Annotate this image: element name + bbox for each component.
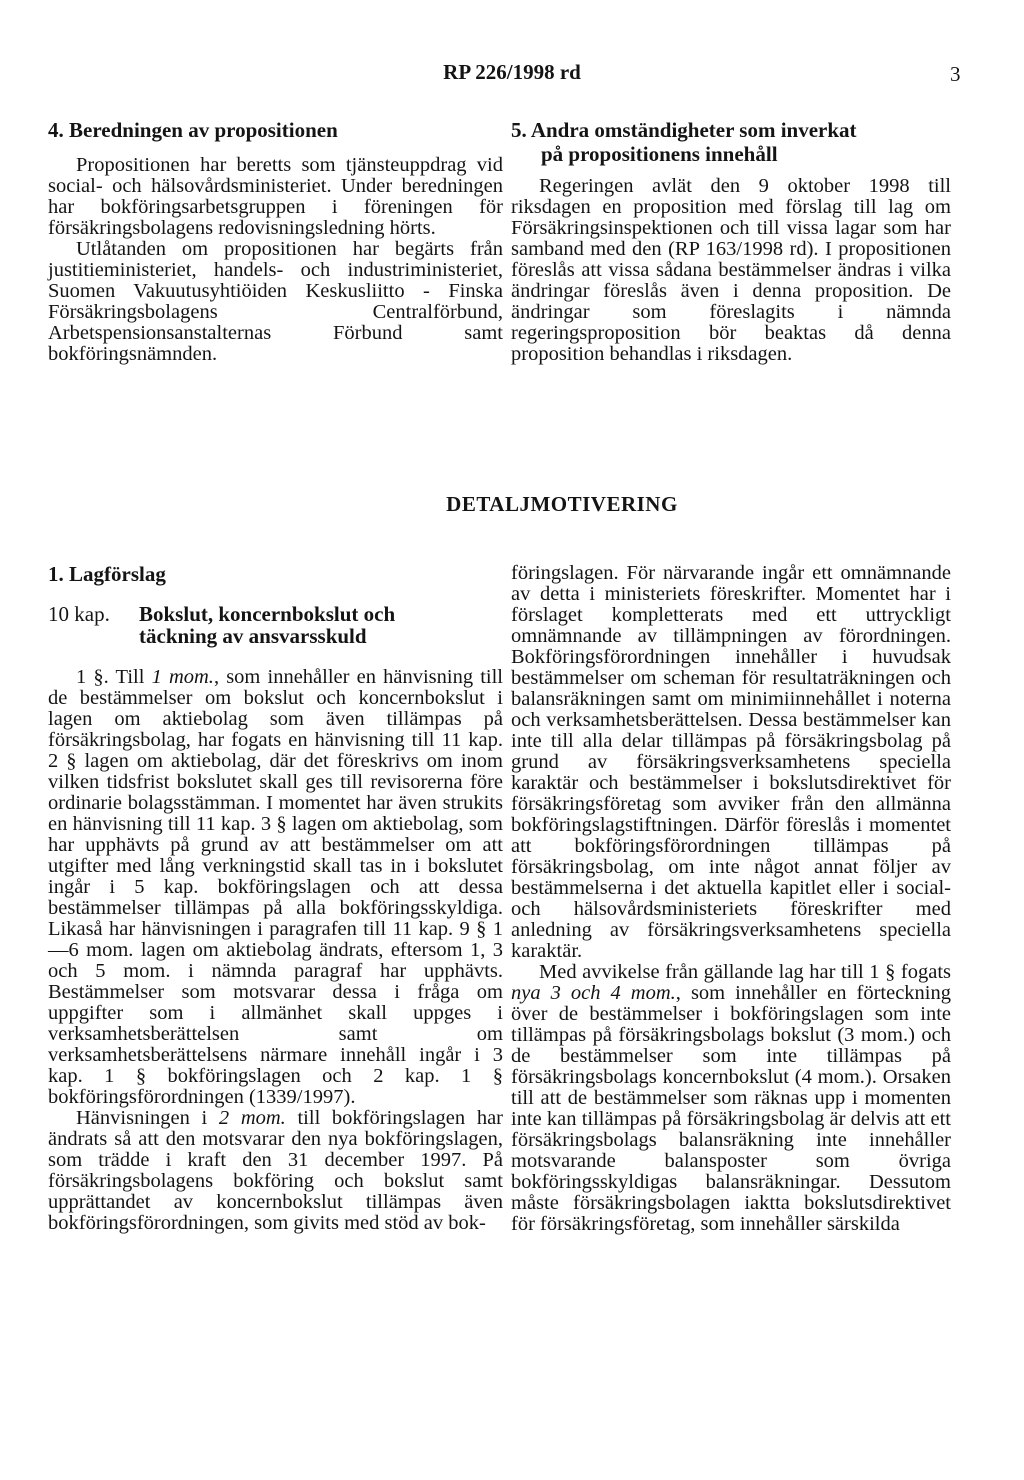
page-number: 3	[950, 62, 961, 86]
lagforslag-right-body	[511, 563, 951, 1235]
chapter-title-block	[48, 602, 503, 648]
section-4-body	[48, 155, 503, 365]
lagforslag-heading: 1. Lagförslag	[48, 562, 166, 586]
lagforslag-right-paragraph-2	[511, 962, 951, 1235]
section-4-paragraph-2: Utlåtanden om propositionen har begärts från justitieministeriet, handels- och industriministeriet, Suomen Vakuutusyhtiöiden Keskusliitto - Finska Försäkringsbolagens Centralförbund, Arbetspensionsanstalternas Förbund samt bokföringsnämnden.	[48, 238, 503, 365]
section-5-heading	[511, 118, 981, 166]
section-5-body	[511, 176, 951, 365]
p1-start: 1 §. Till	[76, 666, 152, 688]
rp2-start: Med avvikelse från gällande lag har till 1 § fogats	[539, 961, 951, 983]
rp2-italic: nya 3 och 4 mom.	[511, 982, 676, 1004]
p2-start: Hänvisningen i	[76, 1107, 219, 1129]
detail-heading	[0, 492, 1024, 517]
lagforslag-paragraph-1	[48, 667, 503, 1108]
p1-rest: , som innehåller en hänvisning till de bestämmelser om bokslut och koncernbokslut i lagen om aktiebolag som även tillämpas på försäkringsbolag, har fogats en hänvisning till 11 kap. 2 § lagen om aktiebolag, där det föreskrivs om inom vilken tidsfrist bokslutet skall ges till revisorerna före ordinarie bolagsstämman. I momentet har även strukits en hänvisning till 11 kap. 3 § lagen om aktiebolag, som har upphävts på grund av att bestämmelser om att utgifter med lång verkningstid skall tas in i bokslutet ingår i 5 kap. bokföringslagen och att dessa bestämmelser tillämpas på alla bokföringsskyldiga. Likaså har hänvisningen i paragrafen till 11 kap. 9 § 1—6 mom. lagen om aktiebolag ändrats, eftersom 1, 3 och 5 mom. i nämnda paragraf har upphävts. Bestämmelser som motsvarar dessa i fråga om uppgifter som i allmänhet skall uppges i verksamhetsberättelsen samt om verksamhetsberättelsens närmare innehåll ingår i 3 kap. 1 § bokföringslagen och 2 kap. 1 § bokföringsförordningen (1339/1997).	[48, 666, 503, 1108]
rp2-rest: , som innehåller en förteckning över de bestämmelser i bokföringslagen som inte tillämpas på försäkringsbolags bokslut (3 mom.) och de bestämmelser som inte tillämpas på försäkringsbolags koncernbokslut (4 mom.). Orsaken till att de bestämmelser som räknas upp i momenten inte kan tillämpas på försäkringsbolag är delvis att ett försäkringsbolags balansräkning inte innehåller motsvarande balansposter som övriga bokföringsskyldigas balansräkningar. Dessutom måste försäkringsbolagen iaktta bokslutsdirektivet för försäkringsföretag, som innehåller särskilda	[511, 982, 951, 1235]
section-5-heading-line-1: 5. Andra omständigheter som inverkat	[511, 118, 857, 142]
lagforslag-right-paragraph-1: föringslagen. För närvarande ingår ett omnämnande av detta i ministeriets föreskrifter. Momentet har i förslaget kompletterats med ett uttryckligt omnämnande av tillämpningen av förordningen. Bokföringsförordningen innehåller i huvudsak bestämmelser om scheman för resultaträkningen och balansräkningen samt om minimiinnehållet i noterna och verksamhetsberättelsen. Dessa bestämmelser kan inte till alla delar tillämpas på försäkringsbolag på grund av försäkringsverksamhetens speciella karaktär och bestämmelser i bokslutsdirektivet för försäkringsföretag som avviker från den allmänna bokföringslagstiftningen. Därför föreslås i momentet att bokföringsförordningen tillämpas på försäkringsbolag, om inte något annat följer av bestämmelserna i det aktuella kapitlet eller i social- och hälsovårdsministeriets föreskrifter med anledning av försäkringsverksamhetens speciella karaktär.	[511, 562, 951, 962]
detail-heading-text: DETALJMOTIVERING	[446, 492, 678, 516]
lagforslag-left-body	[48, 667, 503, 1234]
p2-italic: 2 mom.	[218, 1107, 286, 1129]
section-5-paragraph-1: Regeringen avlät den 9 oktober 1998 till riksdagen en proposition med förslag till lag om Försäkringsinspektionen och till vissa lagar som har samband med den (RP 163/1998 rd). I propositionen föreslås att vissa sådana bestämmelser ändras i vilka ändringar föreslås även i denna proposition. De ändringar som föreslagits i nämnda regeringsproposition bör beaktas då denna proposition behandlas i riksdagen.	[511, 175, 951, 365]
lagforslag-paragraph-2	[48, 1108, 503, 1234]
section-4-heading: 4. Beredningen av propositionen	[48, 118, 338, 142]
p1-italic: 1 mom.	[151, 666, 214, 688]
chapter-title-line-1: Bokslut, koncernbokslut och	[139, 602, 396, 626]
chapter-title-line-2: täckning av ansvarsskuld	[139, 624, 367, 648]
chapter-label: 10 kap.	[48, 602, 110, 626]
p2-rest: till bokföringslagen har ändrats så att den motsvarar den nya bokföringslagen, som trädde i kraft den 31 december 1997. På försäkringsbolagens bokföring och bokslut samt upprättandet av koncernbokslut tillämpas även bokföringsförordningen, som givits med stöd av bok-	[48, 1107, 503, 1234]
section-4-paragraph-1: Propositionen har beretts som tjänsteuppdrag vid social- och hälsovårdsministeriet. Under beredningen har bokföringsarbetsgruppen i föreningen för försäkringsbolagens redovisningsledning hörts.	[48, 154, 503, 239]
running-header: RP 226/1998 rd	[443, 60, 581, 84]
section-5-heading-line-2: på propositionens innehåll	[541, 142, 778, 166]
